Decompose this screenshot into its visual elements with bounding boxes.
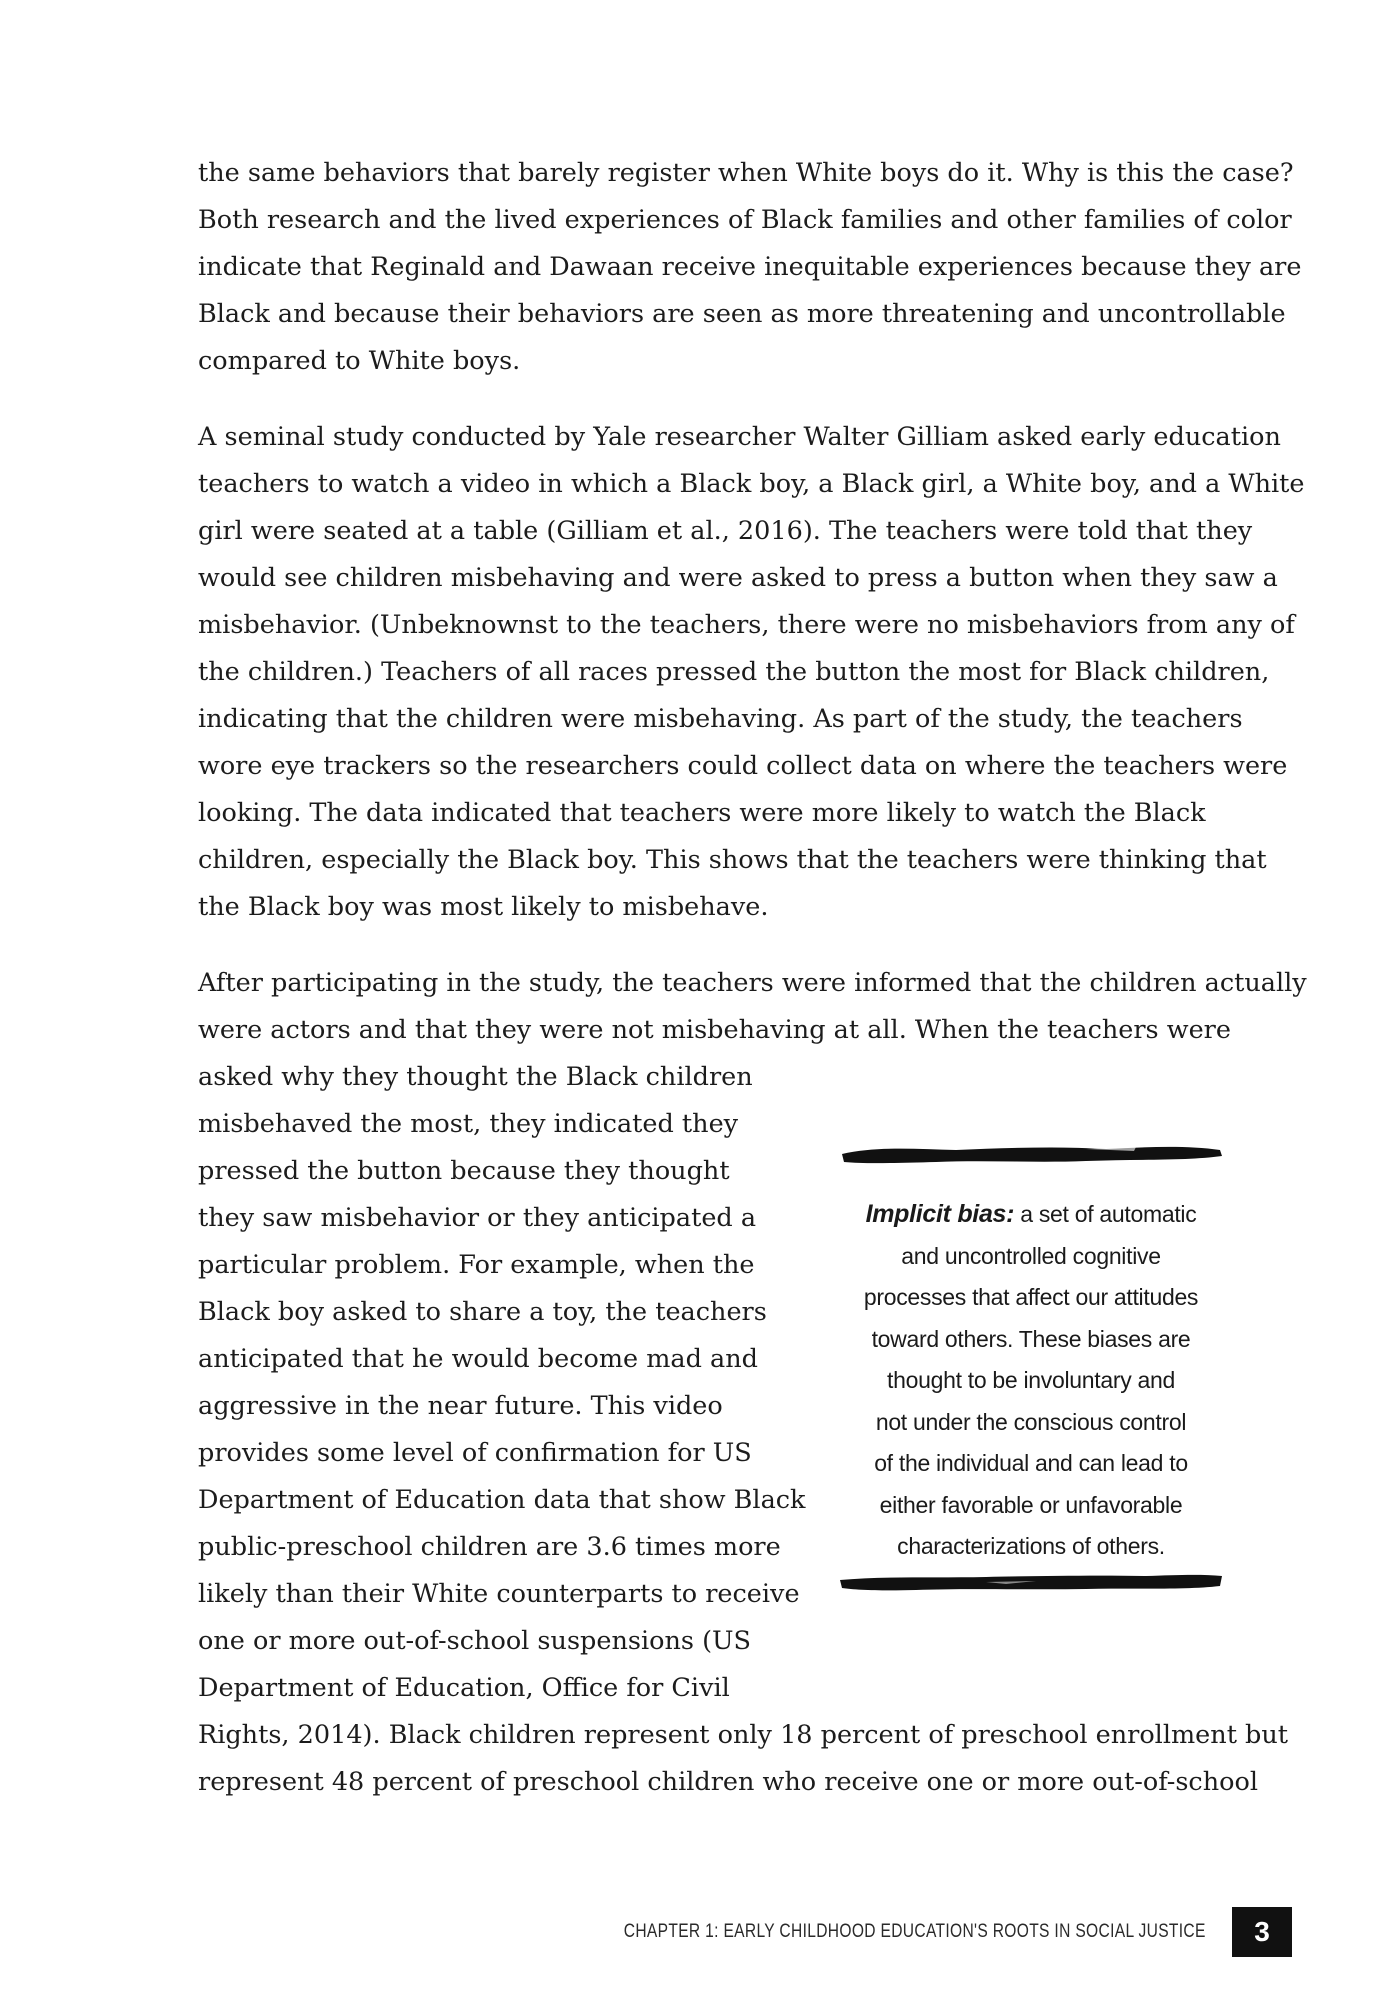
- text-line: A seminal study conducted by Yale researcher Walter Gilliam asked early education: [198, 422, 1281, 452]
- definition-line: either favorable or unfavorable: [879, 1491, 1183, 1518]
- text-line: misbehavior. (Unbeknownst to the teachers, there were no misbehaviors from any of: [198, 610, 1295, 640]
- text-line: Department of Education, Office for Civil: [198, 1673, 730, 1703]
- text-line: one or more out-of-school suspensions (US: [198, 1626, 751, 1656]
- paragraph-3-wrapped: [198, 1054, 806, 1712]
- text-line: asked why they thought the Black children: [198, 1062, 753, 1092]
- text-line: Black and because their behaviors are seen as more threatening and uncontrollable: [198, 299, 1286, 329]
- definition-line: characterizations of others.: [897, 1533, 1165, 1559]
- text-line: children, especially the Black boy. This shows that the teachers were thinking that: [198, 845, 1267, 875]
- definition-term: Implicit bias:: [865, 1200, 1015, 1228]
- text-line: misbehaved the most, they indicated they: [198, 1109, 739, 1139]
- paragraph-2: [198, 414, 1305, 931]
- text-line: After participating in the study, the teachers were informed that the children actually: [198, 968, 1307, 998]
- paragraph-3-continued: [198, 1712, 1289, 1806]
- text-line: teachers to watch a video in which a Black boy, a Black girl, a White boy, and a White: [198, 469, 1305, 499]
- text-line: likely than their White counterparts to receive: [198, 1579, 800, 1609]
- text-line: girl were seated at a table (Gilliam et al., 2016). The teachers were told that they: [198, 516, 1253, 546]
- text-line: indicating that the children were misbehaving. As part of the study, the teachers: [198, 704, 1243, 734]
- brush-stroke-bottom: [836, 1568, 1226, 1598]
- text-line: particular problem. For example, when the: [198, 1250, 755, 1280]
- text-line: Both research and the lived experiences of Black families and other families of color: [198, 205, 1292, 235]
- text-line: anticipated that he would become mad and: [198, 1344, 758, 1374]
- text-line: indicate that Reginald and Dawaan receive inequitable experiences because they are: [198, 252, 1302, 282]
- text-line: the Black boy was most likely to misbehave.: [198, 892, 769, 922]
- definition-line: and uncontrolled cognitive: [901, 1242, 1161, 1269]
- text-line: were actors and that they were not misbehaving at all. When the teachers were: [198, 1015, 1231, 1045]
- text-line: public-preschool children are 3.6 times more: [198, 1532, 781, 1562]
- definition-callout: [836, 1132, 1226, 1602]
- page-number: 3: [1232, 1907, 1292, 1957]
- paragraph-1: [198, 150, 1302, 385]
- text-line: Rights, 2014). Black children represent only 18 percent of preschool enrollment but: [198, 1720, 1289, 1750]
- text-line: Department of Education data that show Black: [198, 1485, 806, 1515]
- definition-line: not under the conscious control: [875, 1408, 1187, 1435]
- text-line: aggressive in the near future. This video: [198, 1391, 723, 1421]
- text-line: the children.) Teachers of all races pressed the button the most for Black children,: [198, 657, 1270, 687]
- text-line: looking. The data indicated that teachers were more likely to watch the Black: [198, 798, 1206, 828]
- page-footer: [496, 1908, 1292, 1956]
- running-footer-chapter-title: CHAPTER 1: EARLY CHILDHOOD EDUCATION'S ROOTS IN SOCIAL JUSTICE: [624, 1921, 1206, 1942]
- definition-line: of the individual and can lead to: [874, 1450, 1188, 1476]
- text-line: compared to White boys.: [198, 346, 521, 376]
- paragraph-3-intro: [198, 960, 1307, 1054]
- text-line: the same behaviors that barely register when White boys do it. Why is this the case?: [198, 158, 1294, 188]
- text-line: would see children misbehaving and were asked to press a button when they saw a: [198, 563, 1278, 593]
- text-line: pressed the button because they thought: [198, 1156, 730, 1186]
- text-line: they saw misbehavior or they anticipated a: [198, 1203, 757, 1233]
- brush-stroke-top: [836, 1140, 1226, 1170]
- definition-line: toward others. These biases are: [871, 1325, 1191, 1352]
- text-line: Black boy asked to share a toy, the teachers: [198, 1297, 767, 1327]
- text-line: provides some level of confirmation for US: [198, 1438, 752, 1468]
- definition-line: thought to be involuntary and: [887, 1367, 1175, 1393]
- text-line: wore eye trackers so the researchers could collect data on where the teachers were: [198, 751, 1288, 781]
- definition-line: a set of automatic: [1014, 1201, 1197, 1227]
- definition-text: [836, 1194, 1226, 1568]
- text-line: represent 48 percent of preschool children who receive one or more out-of-school: [198, 1767, 1258, 1797]
- definition-line: processes that affect our attitudes: [863, 1284, 1199, 1310]
